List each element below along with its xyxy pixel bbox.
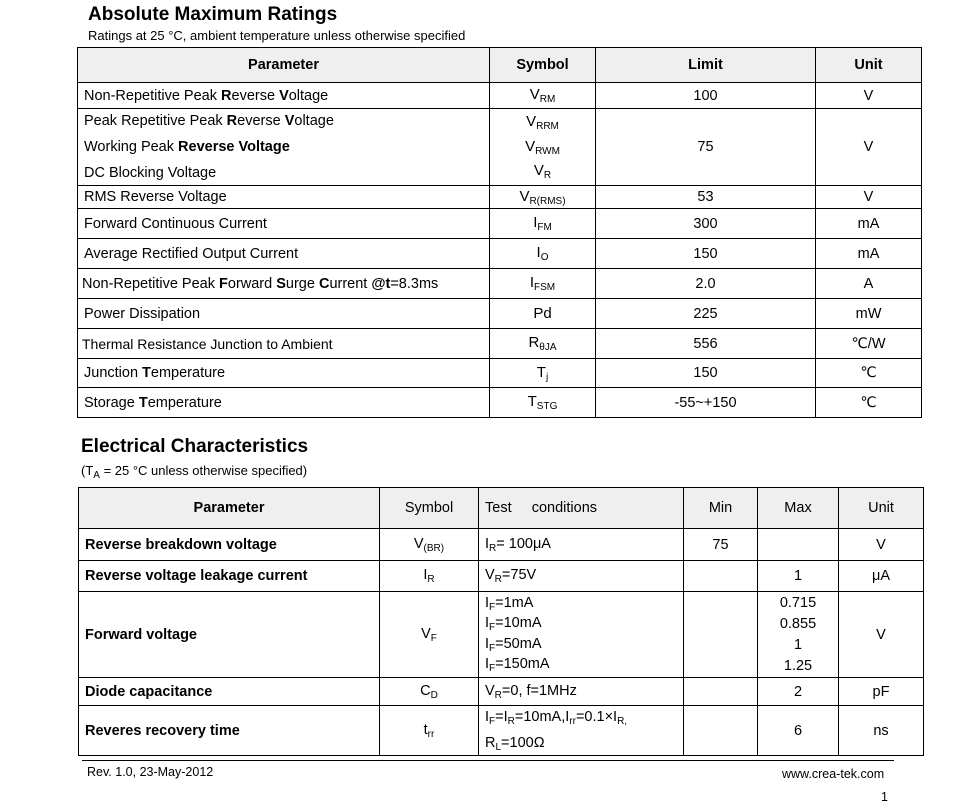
table-row bbox=[78, 83, 922, 109]
condition-cell: $V_R=75V$ bbox=[479, 561, 684, 592]
amr-header-unit: Unit bbox=[816, 48, 922, 83]
ec-header-min: Min bbox=[684, 488, 758, 529]
amr-table bbox=[77, 47, 922, 418]
param-cell: Power Dissipation bbox=[78, 299, 490, 329]
symbol-cell: $R_{\theta JA}$ bbox=[490, 329, 596, 359]
unit-cell: ℃/W bbox=[816, 329, 922, 359]
symbol-cell: $V_{(BR)}$ bbox=[380, 529, 479, 561]
table-row bbox=[78, 186, 922, 209]
table-row bbox=[78, 388, 922, 418]
unit-cell: A bbox=[816, 269, 922, 299]
symbol-cell: $C_D$ bbox=[380, 678, 479, 706]
ec-table bbox=[78, 487, 924, 756]
param-cell: Forward voltage bbox=[79, 592, 380, 678]
param-cell: Forward Continuous Current bbox=[78, 209, 490, 239]
unit-cell: pF bbox=[839, 678, 924, 706]
symbol-cell: $I_O$ bbox=[490, 239, 596, 269]
table-row bbox=[79, 529, 924, 561]
unit-cell: ℃ bbox=[816, 388, 922, 418]
table-row bbox=[79, 706, 924, 756]
param-cell: Reverse breakdown voltage bbox=[79, 529, 380, 561]
limit-cell: 225 bbox=[596, 299, 816, 329]
max-cell: 1 bbox=[758, 561, 839, 592]
max-cell: 0.715 0.855 1 1.25 bbox=[758, 592, 839, 678]
ec-header-symbol: Symbol bbox=[380, 488, 479, 529]
unit-cell: mA bbox=[816, 209, 922, 239]
unit-cell: V bbox=[816, 109, 922, 186]
unit-cell: mA bbox=[816, 239, 922, 269]
symbol-cell: $I_R$ bbox=[380, 561, 479, 592]
table-row bbox=[79, 678, 924, 706]
ec-subtitle: ($T_A = 25$ °C unless otherwise specified) bbox=[81, 463, 308, 481]
symbol-cell: $V_{RM}$ bbox=[490, 83, 596, 109]
table-row bbox=[79, 592, 924, 678]
limit-cell: 100 bbox=[596, 83, 816, 109]
unit-cell: V bbox=[816, 83, 922, 109]
table-row bbox=[78, 359, 922, 388]
param-cell: Storage Temperature bbox=[78, 388, 490, 418]
page-number: 1 bbox=[881, 790, 888, 804]
symbol-cell: $I_{FSM}$ bbox=[490, 269, 596, 299]
param-cell: Reveres recovery time bbox=[79, 706, 380, 756]
footer-revision: Rev. 1.0, 23-May-2012 bbox=[87, 765, 214, 779]
table-row bbox=[78, 299, 922, 329]
condition-cell: $V_R=0$, f=1MHz bbox=[479, 678, 684, 706]
amr-subtitle: Ratings at 25 °C, ambient temperature unless otherwise specified bbox=[88, 28, 466, 43]
max-cell bbox=[758, 529, 839, 561]
condition-cell: $I_F=1mA$ $I_F=10mA$ $I_F=50mA$ $I_F=150mA$ bbox=[479, 592, 684, 678]
condition-cell: $I_R= 100\mu A$ bbox=[479, 529, 684, 561]
max-cell: 6 bbox=[758, 706, 839, 756]
ec-title: Electrical Characteristics bbox=[81, 436, 309, 457]
min-cell bbox=[684, 561, 758, 592]
param-cell: Peak Repetitive Peak Reverse Voltage Working Peak Reverse Voltage DC Blocking Voltage bbox=[78, 109, 490, 186]
limit-cell: 150 bbox=[596, 239, 816, 269]
unit-cell: V bbox=[839, 529, 924, 561]
limit-cell: 53 bbox=[596, 186, 816, 209]
amr-header-limit: Limit bbox=[596, 48, 816, 83]
unit-cell: ℃ bbox=[816, 359, 922, 388]
table-row bbox=[78, 109, 922, 186]
unit-cell: μA bbox=[839, 561, 924, 592]
limit-cell: 75 bbox=[596, 109, 816, 186]
unit-cell: mW bbox=[816, 299, 922, 329]
ec-header-max: Max bbox=[758, 488, 839, 529]
table-row bbox=[78, 209, 922, 239]
symbol-cell: Pd bbox=[490, 299, 596, 329]
footer-rule bbox=[82, 760, 894, 761]
param-cell: Reverse voltage leakage current bbox=[79, 561, 380, 592]
param-cell: RMS Reverse Voltage bbox=[78, 186, 490, 209]
ec-header-test-conditions: Test conditions bbox=[479, 488, 684, 529]
amr-header-symbol: Symbol bbox=[490, 48, 596, 83]
min-cell: 75 bbox=[684, 529, 758, 561]
max-cell: 2 bbox=[758, 678, 839, 706]
footer-url[interactable]: www.crea-tek.com bbox=[782, 767, 885, 781]
unit-cell: ns bbox=[839, 706, 924, 756]
limit-cell: 556 bbox=[596, 329, 816, 359]
condition-cell: $I_F=I_R=10mA,I_{rr}=0.1\times I_{R,}$ $R_L=100\Omega$ bbox=[479, 706, 684, 756]
limit-cell: 300 bbox=[596, 209, 816, 239]
min-cell bbox=[684, 678, 758, 706]
min-cell bbox=[684, 706, 758, 756]
table-row bbox=[78, 269, 922, 299]
unit-cell: V bbox=[816, 186, 922, 209]
symbol-cell: $I_{FM}$ bbox=[490, 209, 596, 239]
param-cell: Non-Repetitive Peak Forward Surge Current @t=8.3ms bbox=[78, 269, 490, 299]
symbol-cell: $V_{RRM}$ $V_{RWM}$ $V_R$ bbox=[490, 109, 596, 186]
symbol-cell: $T_j$ bbox=[490, 359, 596, 388]
amr-title: Absolute Maximum Ratings bbox=[88, 4, 338, 25]
limit-cell: 2.0 bbox=[596, 269, 816, 299]
param-cell: Average Rectified Output Current bbox=[78, 239, 490, 269]
unit-cell: V bbox=[839, 592, 924, 678]
limit-cell: 150 bbox=[596, 359, 816, 388]
min-cell bbox=[684, 592, 758, 678]
ec-header-unit: Unit bbox=[839, 488, 924, 529]
symbol-cell: $T_{STG}$ bbox=[490, 388, 596, 418]
param-cell: Diode capacitance bbox=[79, 678, 380, 706]
table-row bbox=[78, 239, 922, 269]
ec-header-parameter: Parameter bbox=[79, 488, 380, 529]
symbol-cell: $V_{R(RMS)}$ bbox=[490, 186, 596, 209]
param-cell: Thermal Resistance Junction to Ambient bbox=[78, 329, 490, 359]
amr-header-parameter: Parameter bbox=[78, 48, 490, 83]
symbol-cell: $V_F$ bbox=[380, 592, 479, 678]
table-row bbox=[78, 329, 922, 359]
limit-cell: -55~+150 bbox=[596, 388, 816, 418]
param-cell: Non-Repetitive Peak Reverse Voltage bbox=[78, 83, 490, 109]
table-row bbox=[79, 561, 924, 592]
symbol-cell: $t_{rr}$ bbox=[380, 706, 479, 756]
param-cell: Junction Temperature bbox=[78, 359, 490, 388]
